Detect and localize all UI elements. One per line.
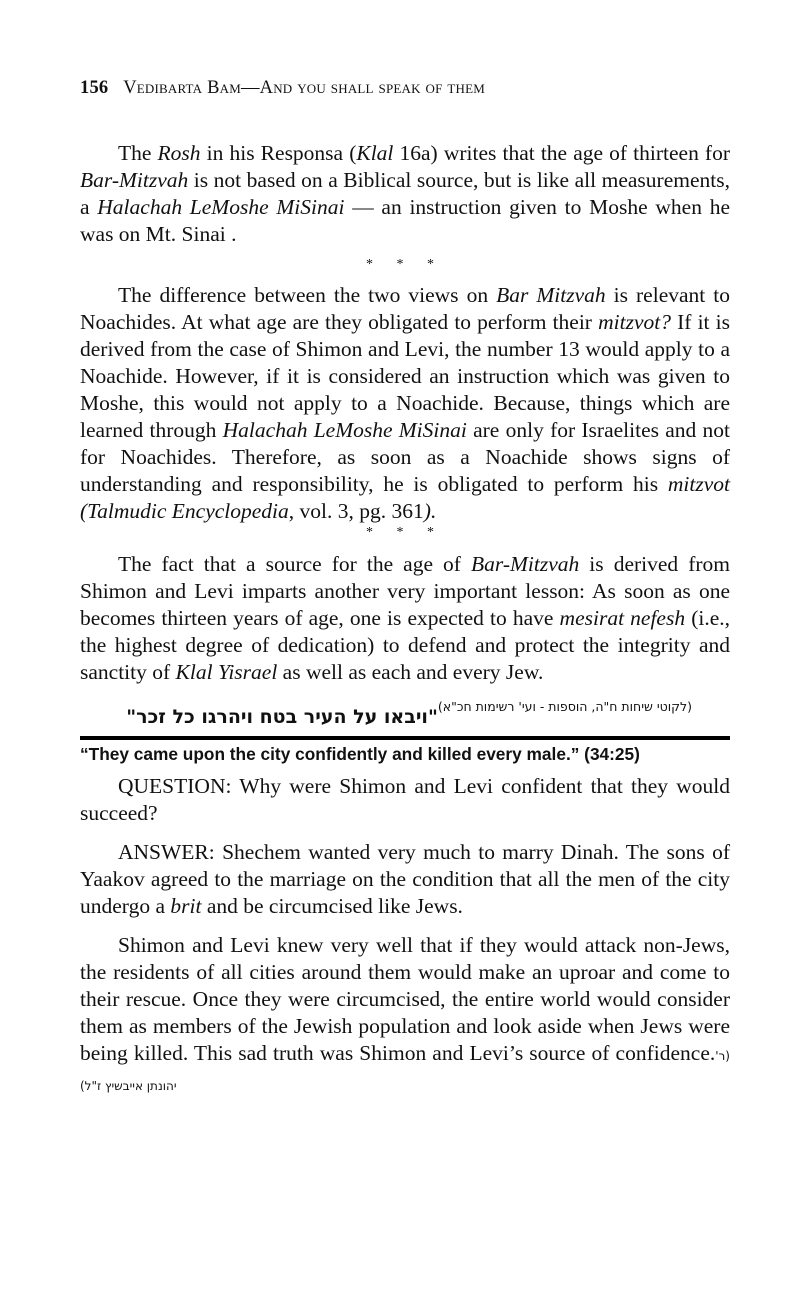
text: Shimon and Levi knew very well that if they would attack non-Jews, the residents of all cities around them would make an uproar and come to their rescue. Once they were circumcised, the entire world would consider them as members of the Jewish population and look aside when Jews were being killed. This sad truth was Shimon and Levi’s source of confidence.: [80, 933, 730, 1065]
hebrew-source-citation: (ר' יהונתן אייבשיץ ז"ל): [80, 1049, 730, 1093]
page-body: [80, 140, 730, 1100]
hebrew-source-citation: (לקוטי שיחות ח"ה, הוספות - ועי' רשימות חכ"א): [437, 699, 692, 714]
text: , vol. 3, pg. 361: [288, 499, 424, 523]
heading-rule: [80, 736, 730, 740]
text: 16a) writes that the age of thirteen for: [393, 141, 730, 165]
text: — an instruction given to Moshe when he was on Mt. Sinai .: [80, 195, 730, 246]
italic-term: Klal Yisrael: [175, 660, 278, 684]
italic-term: mitzvot?: [598, 310, 671, 334]
text: is derived from Shimon and Levi imparts another very important lesson: As soon as one becomes thirteen years of age, one is expected to have: [80, 552, 730, 630]
text: The difference between the two views on: [118, 283, 497, 307]
text: is relevant to Noachides. At what age are they obligated to perform their: [80, 283, 730, 334]
italic-term: Halachah LeMoshe MiSinai: [222, 418, 467, 442]
paragraph-noachides: [80, 282, 730, 525]
italic-term: Bar-Mitzvah: [471, 552, 580, 576]
text: is not based on a Biblical source, but is like all measurements, a: [80, 168, 730, 219]
italic-term: Halachah LeMoshe MiSinai: [97, 195, 345, 219]
paragraph-lesson: [80, 551, 731, 714]
explanation-paragraph: [80, 932, 730, 1100]
page-number: 156: [80, 78, 109, 98]
italic-term: mitzvot (Talmudic Encyclopedia: [80, 472, 730, 523]
text: The fact that a source for the age of: [118, 552, 472, 576]
italic-term: Bar-Mitzvah: [80, 168, 189, 192]
italic-term: Bar Mitzvah: [496, 283, 606, 307]
italic-term: Klal: [356, 141, 394, 165]
italic-term: Rosh: [157, 141, 201, 165]
italic-term: brit: [170, 894, 202, 918]
running-header: [80, 78, 485, 99]
italic-term: mesirat nefesh: [559, 606, 686, 630]
text: ANSWER: Shechem wanted very much to marry Dinah. The sons of Yaakov agreed to the marriage on the condition that all the men of the city undergo a: [80, 840, 730, 918]
text: as well as each and every Jew.: [277, 660, 544, 684]
text: and be circumcised like Jews.: [201, 894, 463, 918]
answer-paragraph: [80, 839, 730, 920]
text: are only for Israelites and not for Noachides. Therefore, as soon as a Noachide shows signs of understanding and responsibility, he is obligated to perform his: [80, 418, 731, 496]
section-separator: * * *: [366, 257, 444, 272]
question-paragraph: QUESTION: Why were Shimon and Levi confident that they would succeed?: [80, 774, 730, 825]
text: in his Responsa (: [200, 141, 357, 165]
section-separator: * * *: [366, 525, 444, 540]
italic-term: ).: [423, 499, 437, 523]
hebrew-verse-heading: "ויבאו על העיר בטח ויהרגו כל זכר": [126, 706, 438, 728]
english-verse-heading: “They came upon the city confidently and killed every male.” (34:25): [80, 744, 640, 764]
running-title: Vedibarta Bam—And you shall speak of them: [123, 78, 485, 98]
text: (i.e., the highest degree of dedication) to defend and protect the integrity and sanctity of: [80, 606, 731, 684]
text: If it is derived from the case of Shimon and Levi, the number 13 would apply to a Noachide. However, if it is considered an instruction which was given to Moshe, this would not apply to a Noachide. Because, things which are learned through: [80, 310, 730, 442]
text: The: [118, 141, 158, 165]
paragraph-rosh: [80, 140, 730, 248]
